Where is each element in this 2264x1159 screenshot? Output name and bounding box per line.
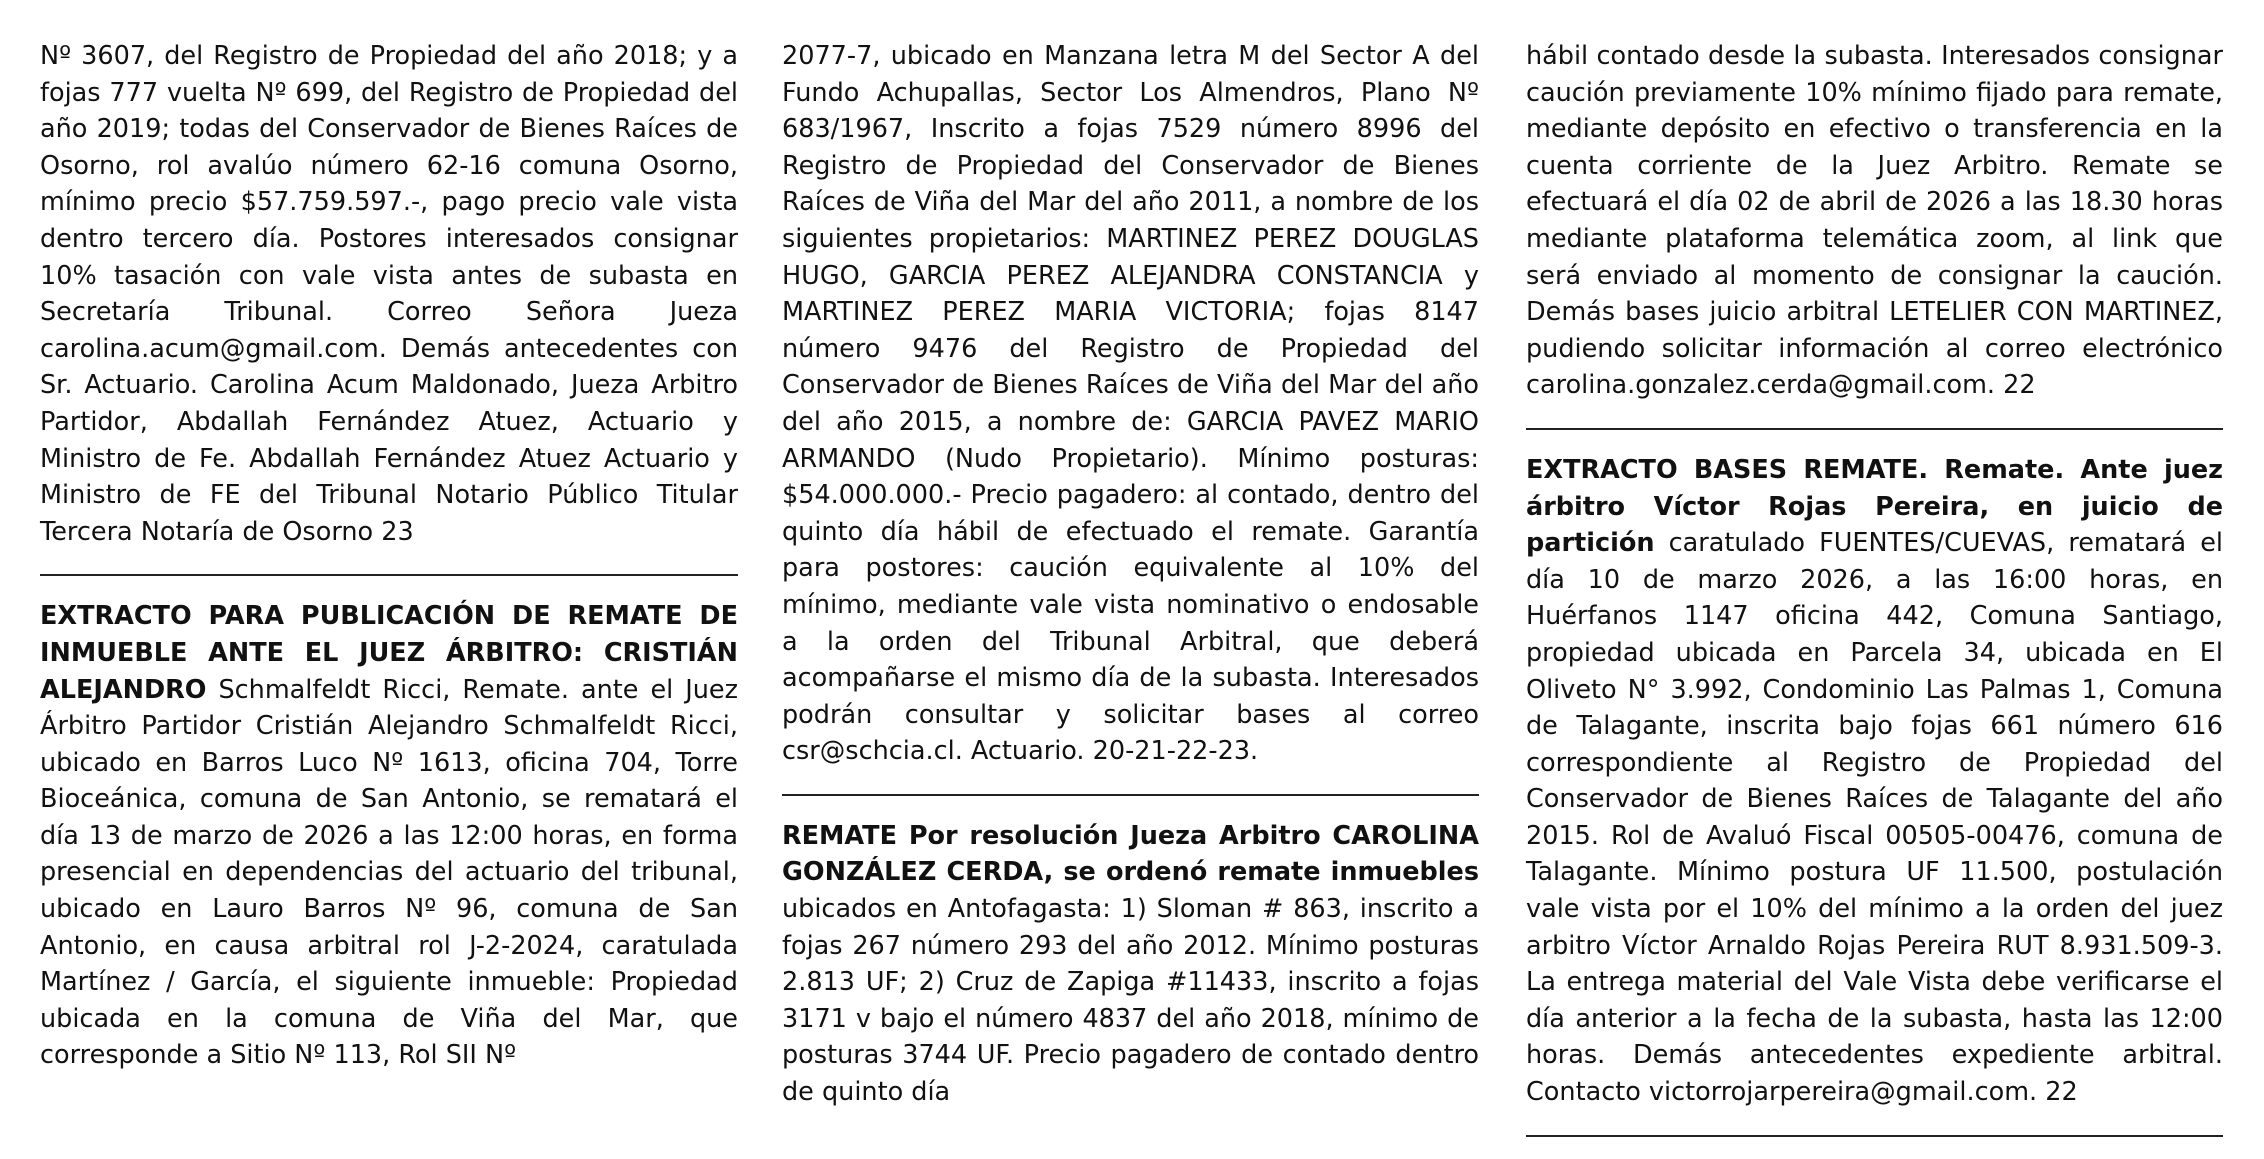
notice-schmalfeldt [40, 598, 738, 1074]
notice-body: Nº 3607, del Registro de Propiedad del año 2018; y a fojas 777 vuelta Nº 699, del Registro de Propiedad del año 2019; todas del Conservador de Bienes Raíces de Osorno, rol avalúo número 62-16 comuna Osorno, mínimo precio $57.759.597.-, pago precio vale vista dentro tercero día. Postores interesados consignar 10% tasación con vale vista antes de subasta en Secretaría Tribunal. Correo Señora Jueza carolina.acum@gmail.com. Demás antecedentes con Sr. Actuario. Carolina Acum Maldonado, Jueza Arbitro Partidor, Abdallah Fernández Atuez, Actuario y Ministro de Fe. Abdallah Fernández Atuez Actuario y Ministro de FE del Tribunal Notario Público Titular Tercera Notaría de Osorno 23 [40, 41, 738, 547]
notice-heading: EXTRACTO PARA PUBLICACIÓN DE REMATE DE INMUEBLE ANTE EL JUEZ ÁRBITRO: CRISTIÁN ALEJANDRO [40, 601, 738, 705]
notice-body: ubicados en Antofagasta: 1) Sloman # 863, inscrito a fojas 267 número 293 del año 2012. Mínimo posturas 2.813 UF; 2) Cruz de Zapiga #11433, inscrito a fojas 3171 v bajo el número 4837 del año 2018, mínimo de posturas 3744 UF. Precio pagadero de contado dentro de quinto día [782, 894, 1479, 1108]
notice-rojas-pereira [1526, 452, 2223, 1111]
notice-schmalfeldt-continued [782, 38, 1479, 770]
notice-heading: REMATE Por resolución Jueza Arbitro CAROLINA GONZÁLEZ CERDA, se ordenó remate inmuebles [782, 820, 1479, 888]
divider-rule [40, 574, 738, 576]
divider-rule [1526, 428, 2223, 430]
notice-osorno-continued [40, 38, 738, 550]
column-3 [1526, 38, 2223, 1159]
notice-heading: EXTRACTO BASES REMATE. Remate. Ante juez árbitro Víctor Rojas Pereira, en juicio de partición [1526, 454, 2223, 559]
notice-gonzalez-cerda-continued [1526, 38, 2223, 404]
notice-body: caratulado FUENTES/CUEVAS, rematará el día 10 de marzo 2026, a las 16:00 horas, en Huérfanos 1147 oficina 442, Comuna Santiago, propiedad ubicada en Parcela 34, ubicada en El Oliveto N° 3.992, Condominio Las Palmas 1, Comuna de Talagante, inscrita bajo fojas 661 número 616 correspondiente al Registro de Propiedad del Conservador de Bienes Raíces de Talagante del año 2015. Rol de Avaluó Fiscal 00505-00476, comuna de Talagante. Mínimo postura UF 11.500, postulación vale vista por el 10% del mínimo a la orden del juez arbitro Víctor Arnaldo Rojas Pereira RUT 8.931.509-3. La entrega material del Vale Vista debe verificarse el día anterior a la fecha de la subasta, hasta las 12:00 horas. Demás antecedentes expediente arbitral. Contacto victorrojarpereira@gmail.com. 22 [1526, 528, 2223, 1108]
divider-rule [1526, 1135, 2223, 1137]
divider-rule [782, 794, 1479, 796]
notice-body: hábil contado desde la subasta. Interesados consignar caución previamente 10% mínimo fijado para remate, mediante depósito en efectivo o transferencia en la cuenta corriente de la Juez Arbitro. Remate se efectuará el día 02 de abril de 2026 a las 18.30 horas mediante plataforma telemática zoom, al link que será enviado al momento de consignar la caución. Demás bases juicio arbitral LETELIER CON MARTINEZ, pudiendo solicitar información al correo electrónico carolina.gonzalez.cerda@gmail.com. 22 [1526, 41, 2223, 401]
notice-body: 2077-7, ubicado en Manzana letra M del Sector A del Fundo Achupallas, Sector Los Almendros, Plano Nº 683/1967, Inscrito a fojas 7529 número 8996 del Registro de Propiedad del Conservador de Bienes Raíces de Viña del Mar del año 2011, a nombre de los siguientes propietarios: MARTINEZ PEREZ DOUGLAS HUGO, GARCIA PEREZ ALEJANDRA CONSTANCIA y MARTINEZ PEREZ MARIA VICTORIA; fojas 8147 número 9476 del Registro de Propiedad del Conservador de Bienes Raíces de Viña del Mar del año del año 2015, a nombre de: GARCIA PAVEZ MARIO ARMANDO (Nudo Propietario). Mínimo posturas: $54.000.000.- Precio pagadero: al contado, dentro del quinto día hábil de efectuado el remate. Garantía para postores: caución equivalente al 10% del mínimo, mediante vale vista nominativo o endosable a la orden del Tribunal Arbitral, que deberá acompañarse el mismo día de la subasta. Interesados podrán consultar y solicitar bases al correo csr@schcia.cl. Actuario. 20-21-22-23. [782, 41, 1479, 767]
column-1 [40, 38, 738, 1074]
notice-body: Schmalfeldt Ricci, Remate. ante el Juez Árbitro Partidor Cristián Alejandro Schmalfeldt Ricci, ubicado en Barros Luco Nº 1613, oficina 704, Torre Bioceánica, comuna de San Antonio, se rematará el día 13 de marzo de 2026 a las 12:00 horas, en forma presencial en dependencias del actuario del tribunal, ubicado en Lauro Barros Nº 96, comuna de San Antonio, en causa arbitral rol J-2-2024, caratulada Martínez / García, el siguiente inmueble: Propiedad ubicada en la comuna de Viña del Mar, que corresponde a Sitio Nº 113, Rol SII Nº [40, 674, 738, 1071]
column-2 [782, 38, 1479, 1111]
notice-gonzalez-cerda [782, 818, 1479, 1111]
